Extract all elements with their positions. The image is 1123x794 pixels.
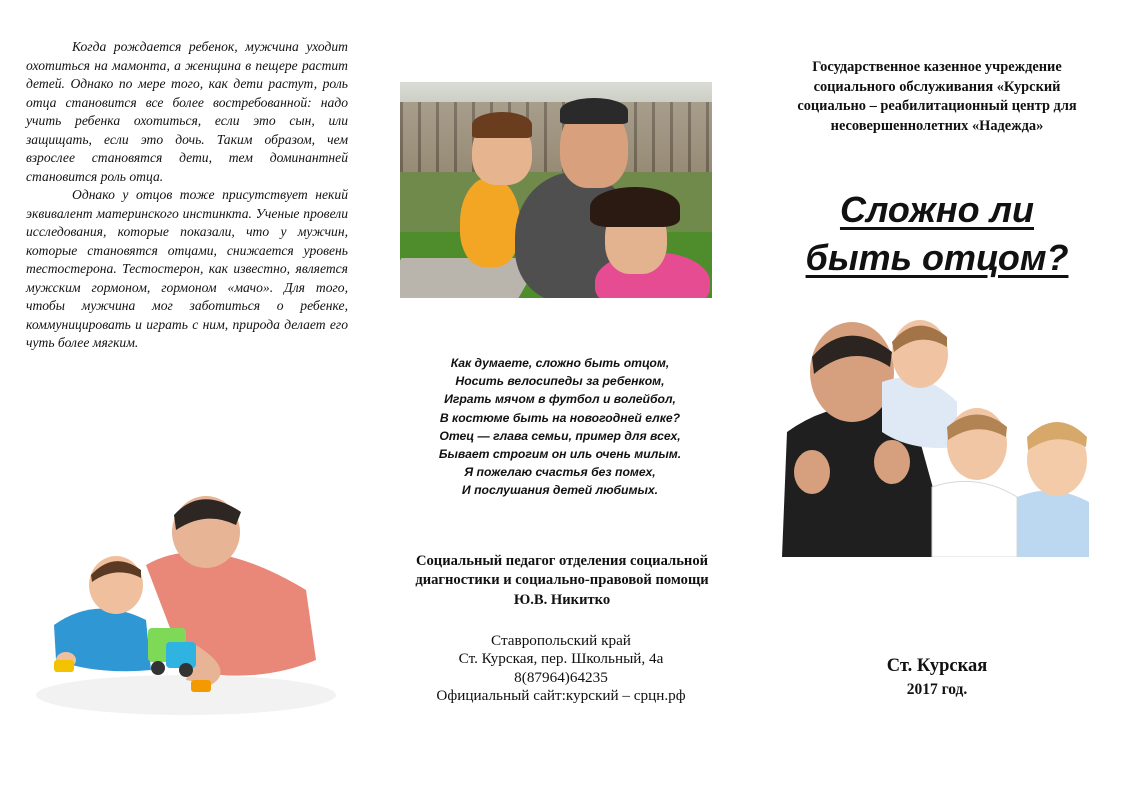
father-son-toys-illustration bbox=[36, 470, 338, 740]
father-children-park-photo bbox=[400, 82, 712, 298]
contact-phone: 8(87964)64235 bbox=[514, 668, 608, 686]
father-three-boys-illustration bbox=[782, 312, 1089, 557]
father-three-boys-photo bbox=[782, 312, 1089, 557]
contact-region: Ставропольский край bbox=[491, 632, 631, 649]
contacts-block bbox=[400, 632, 722, 706]
author-line: Социальный педагог отделения социальной bbox=[415, 553, 709, 569]
intro-text bbox=[26, 38, 348, 353]
author-block bbox=[388, 552, 736, 610]
poem bbox=[400, 354, 720, 500]
poem-line: И послушания детей любимых. bbox=[461, 483, 659, 498]
author-name: Ю.В. Никитко bbox=[513, 591, 611, 608]
contact-address: Ст. Курская, пер. Школьный, 4а bbox=[458, 650, 664, 668]
organization-line: социального обслуживания «Курский bbox=[813, 78, 1061, 95]
poem-line: Как думаете, сложно быть отцом, bbox=[450, 356, 670, 370]
organization-line: несовершеннолетних «Надежда» bbox=[830, 117, 1044, 134]
organization-line: Государственное казенное учреждение bbox=[812, 59, 1062, 75]
poem-line: Носить велосипеды за ребенком, bbox=[455, 374, 665, 389]
poem-line: Я пожелаю счастья без помех, bbox=[464, 465, 656, 480]
publication-year: 2017 год. bbox=[906, 681, 968, 698]
page-title bbox=[778, 186, 1096, 282]
contact-site: Официальный сайт:курский – срцн.рф bbox=[436, 687, 686, 705]
author-line: диагностики и социально-правовой помощи bbox=[415, 572, 709, 589]
father-son-toys-photo bbox=[36, 470, 338, 740]
title-line-2: быть отцом? bbox=[805, 237, 1069, 278]
city-name: Ст. Курская bbox=[886, 656, 988, 676]
intro-paragraph-1: Когда рождается ребенок, мужчина уходит охотиться на мамонта, а женщина в пещере растит детей. Однако по мере того, как дети растут, роль отца становится все более востребованной: надо учить ребенка охотиться, если это сын, или защищать, если это дочь. Таким образом, чем взрослее становятся дети, тем доминантней становится роль отца. bbox=[26, 39, 348, 184]
organization-name bbox=[778, 58, 1096, 136]
poem-line: Бывает строгим он иль очень милым. bbox=[438, 447, 682, 462]
poem-line: Играть мячом в футбол и волейбол, bbox=[444, 392, 676, 407]
title-line-1: Сложно ли bbox=[839, 189, 1035, 230]
organization-line: социально – реабилитационный центр для bbox=[797, 98, 1077, 114]
intro-paragraph-2: Однако у отцов тоже присутствует некий эквивалент материнского инстинкта. Ученые провели исследования, которые показали, что у мужчин, которые становятся отцами, снижается уровень тестостерона. Тестостерон, как известно, является мужским гормоном, гормоном «мачо». Для того, чтобы мужчина мог заботиться о ребенке, коммуницировать и играть с ним, природа делает его чуть более мягким. bbox=[26, 187, 348, 350]
poem-line: В костюме быть на новогодней елке? bbox=[439, 410, 681, 425]
poem-line: Отец — глава семьи, пример для всех, bbox=[439, 428, 681, 443]
